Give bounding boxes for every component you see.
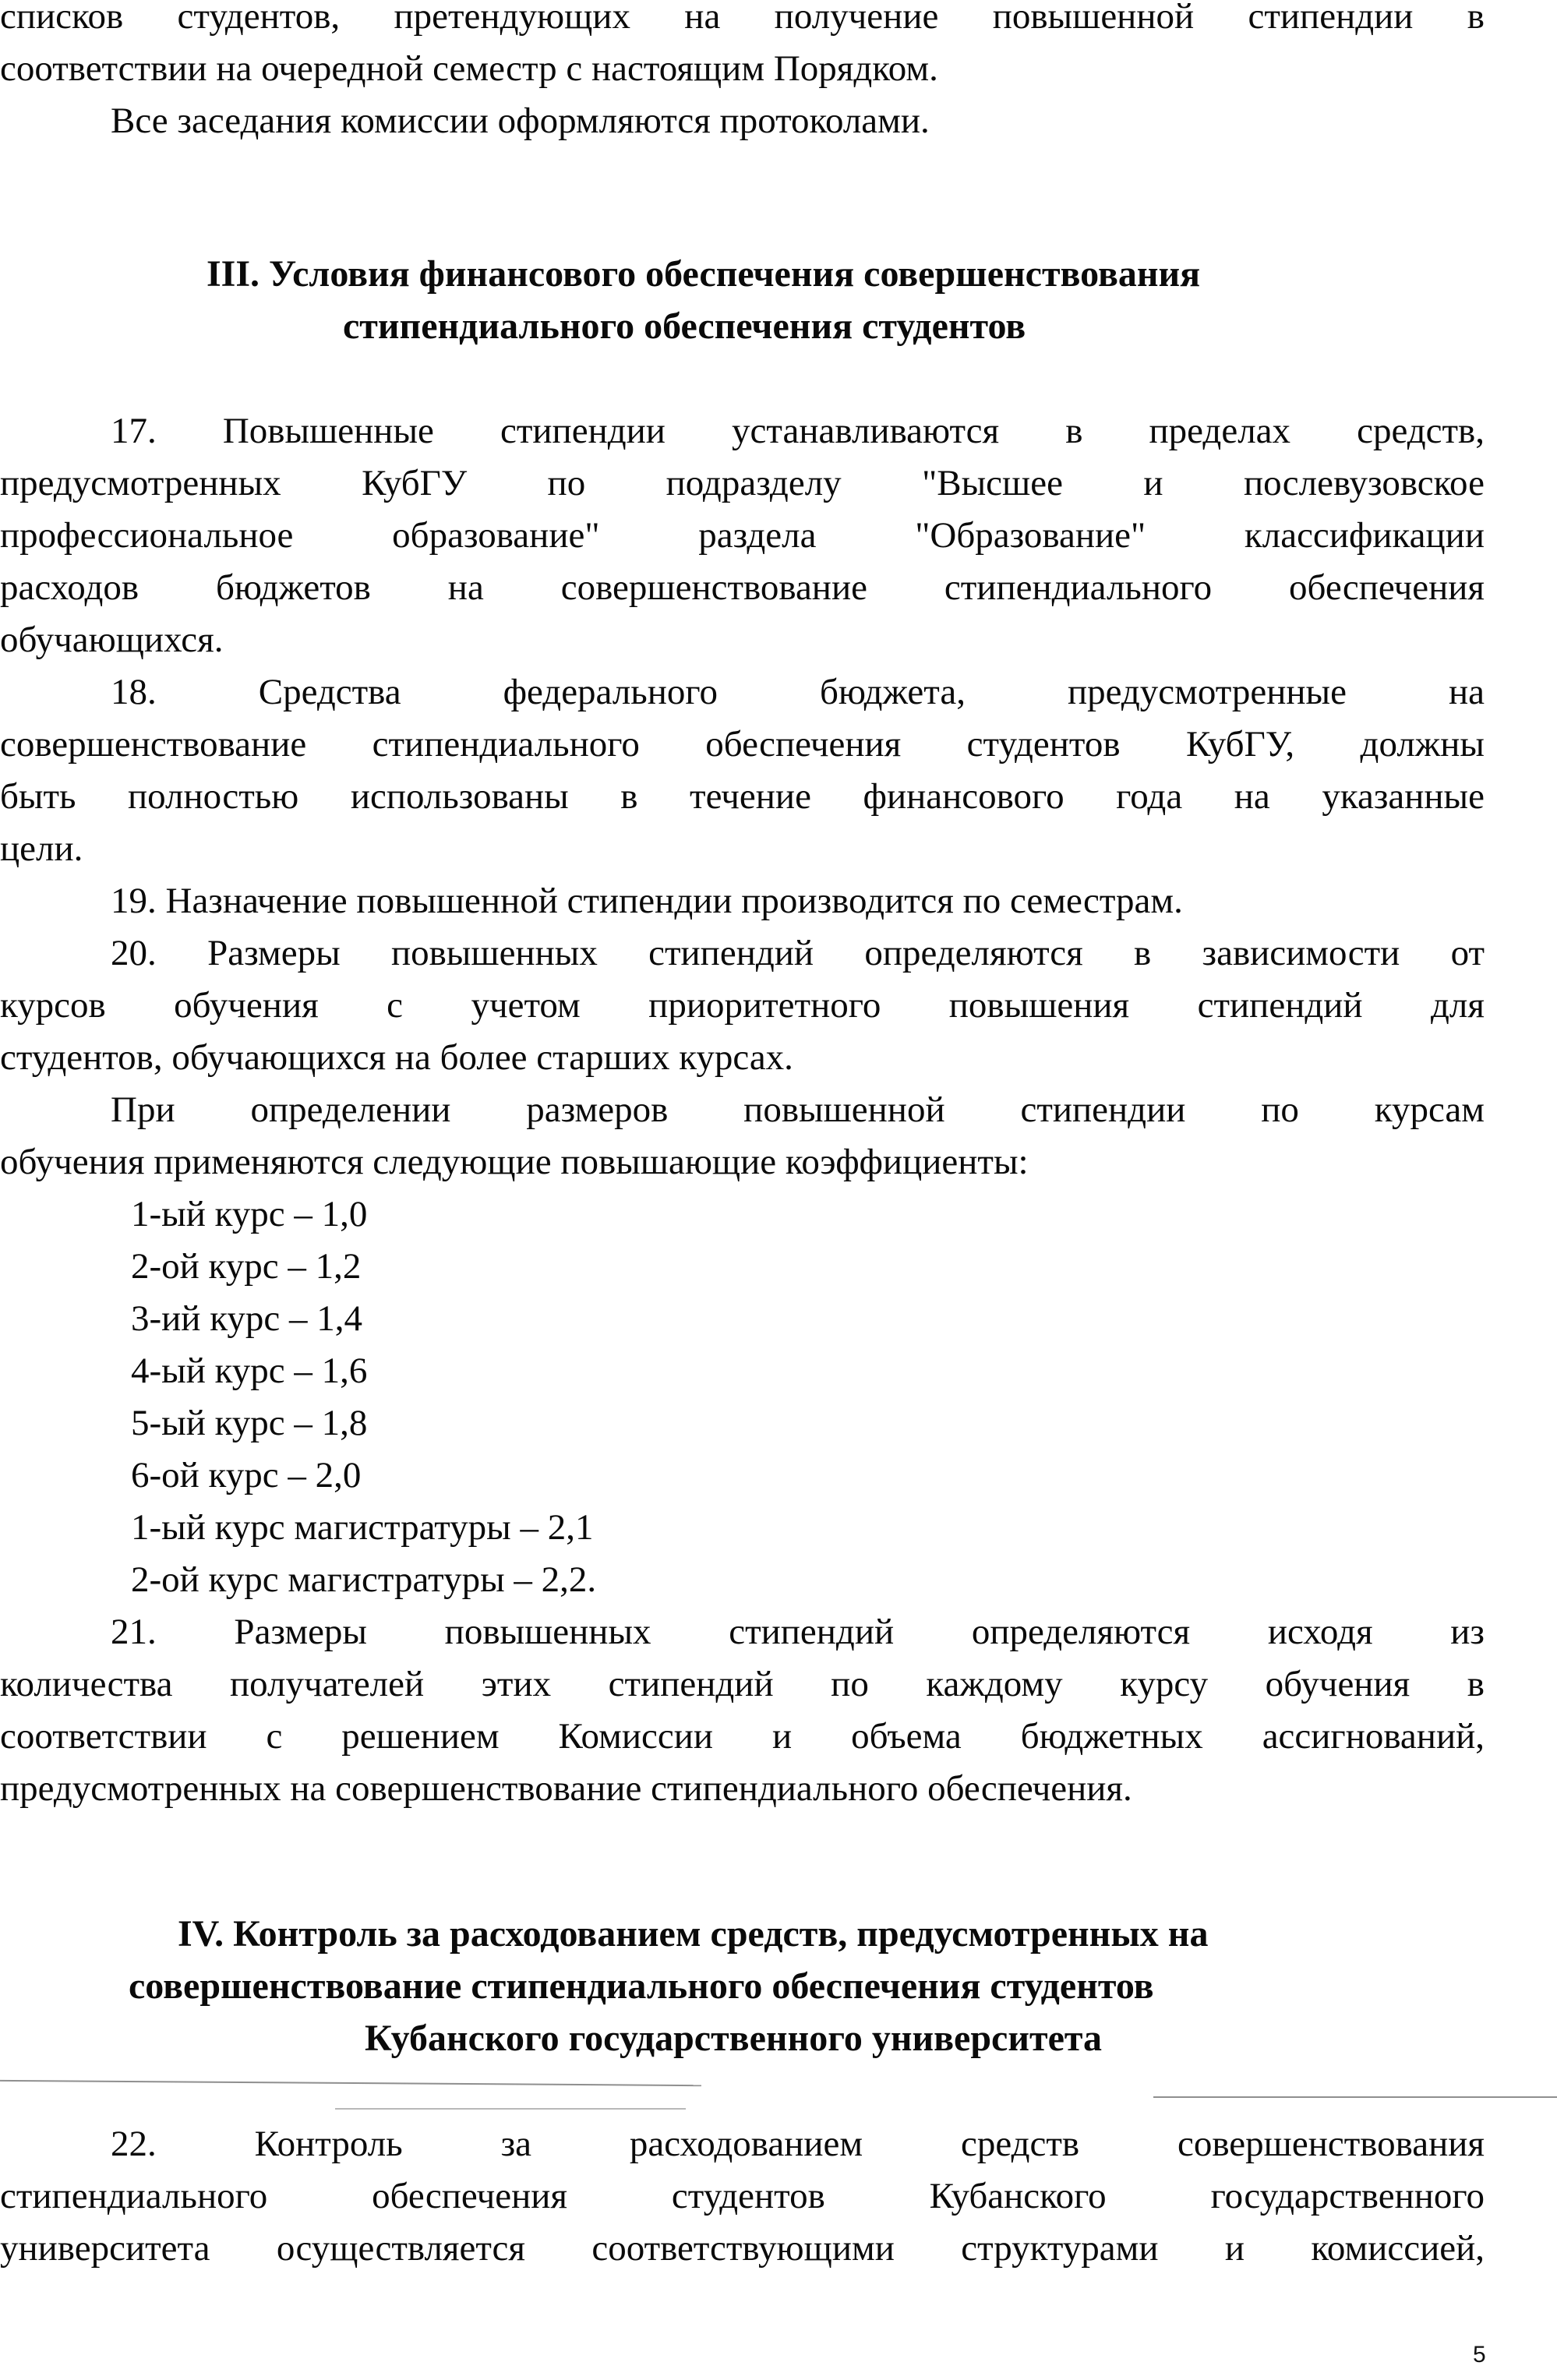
section-3-heading-line-1: III. Условия финансового обеспечения совершенствования (207, 253, 1201, 295)
paragraph-17-line: профессиональное образование" раздела "Образование" классификации (0, 515, 1485, 556)
paragraph-20-line: 20. Размеры повышенных стипендий определяются в зависимости от (111, 933, 1485, 973)
minutes-note: Все заседания комиссии оформляются протоколами. (111, 101, 930, 141)
paragraph-17-line: расходов бюджетов на совершенствование стипендиального обеспечения (0, 567, 1485, 608)
coefficient-item: 2-ой курс магистратуры – 2,2. (131, 1559, 597, 1600)
paragraph-20b-line: обучения применяются следующие повышающие коэффициенты: (0, 1142, 1029, 1182)
scan-artifact-line (1153, 2096, 1557, 2098)
paragraph-18-line: 18. Средства федерального бюджета, предусмотренные на (111, 672, 1485, 712)
page-number: 5 (1473, 2342, 1486, 2368)
section-4-heading-line-2: совершенствование стипендиального обеспечения студентов (129, 1965, 1154, 2007)
paragraph-20b-line: При определении размеров повышенной стипендии по курсам (111, 1089, 1485, 1130)
paragraph-21-line: 21. Размеры повышенных стипендий определяются исходя из (111, 1612, 1485, 1652)
section-3-heading-line-2: стипендиального обеспечения студентов (343, 305, 1026, 347)
paragraph-20-line: студентов, обучающихся на более старших курсах. (0, 1037, 793, 1078)
paragraph-17-line: 17. Повышенные стипендии устанавливаются в пределах средств, (111, 411, 1485, 451)
paragraph-19: 19. Назначение повышенной стипендии производится по семестрам. (111, 881, 1183, 921)
paragraph-20-line: курсов обучения с учетом приоритетного повышения стипендий для (0, 985, 1485, 1026)
coefficient-item: 1-ый курс – 1,0 (131, 1194, 368, 1234)
coefficient-item: 5-ый курс – 1,8 (131, 1403, 368, 1443)
section-4-heading-line-3: Кубанского государственного университета (365, 2018, 1103, 2059)
paragraph-17-line: обучающихся. (0, 620, 224, 660)
paragraph-22-line: стипендиального обеспечения студентов Кубанского государственного (0, 2176, 1485, 2216)
scan-artifact-line (0, 2080, 701, 2086)
paragraph-18-line: цели. (0, 828, 83, 869)
coefficient-item: 6-ой курс – 2,0 (131, 1455, 362, 1495)
coefficient-item: 4-ый курс – 1,6 (131, 1351, 368, 1391)
paragraph-21-line: предусмотренных на совершенствование стипендиального обеспечения. (0, 1768, 1132, 1809)
coefficient-item: 2-ой курс – 1,2 (131, 1246, 362, 1287)
paragraph-22-line: университета осуществляется соответствующими структурами и комиссией, (0, 2228, 1485, 2269)
paragraph-22-line: 22. Контроль за расходованием средств совершенствования (111, 2124, 1485, 2164)
paragraph-21-line: соответствии с решением Комиссии и объема бюджетных ассигнований, (0, 1716, 1485, 1757)
paragraph-18-line: совершенствование стипендиального обеспечения студентов КубГУ, должны (0, 724, 1485, 764)
body-line: списков студентов, претендующих на получение повышенной стипендии в (0, 0, 1485, 37)
body-line: соответствии на очередной семестр с настоящим Порядком. (0, 48, 938, 89)
paragraph-21-line: количества получателей этих стипендий по каждому курсу обучения в (0, 1664, 1485, 1704)
paragraph-18-line: быть полностью использованы в течение финансового года на указанные (0, 776, 1485, 817)
coefficient-item: 3-ий курс – 1,4 (131, 1298, 362, 1339)
coefficient-item: 1-ый курс магистратуры – 2,1 (131, 1507, 594, 1548)
section-4-heading-line-1: IV. Контроль за расходованием средств, предусмотренных на (178, 1913, 1209, 1954)
paragraph-17-line: предусмотренных КубГУ по подразделу "Высшее и послевузовское (0, 463, 1485, 503)
scan-artifact-line (335, 2108, 686, 2110)
